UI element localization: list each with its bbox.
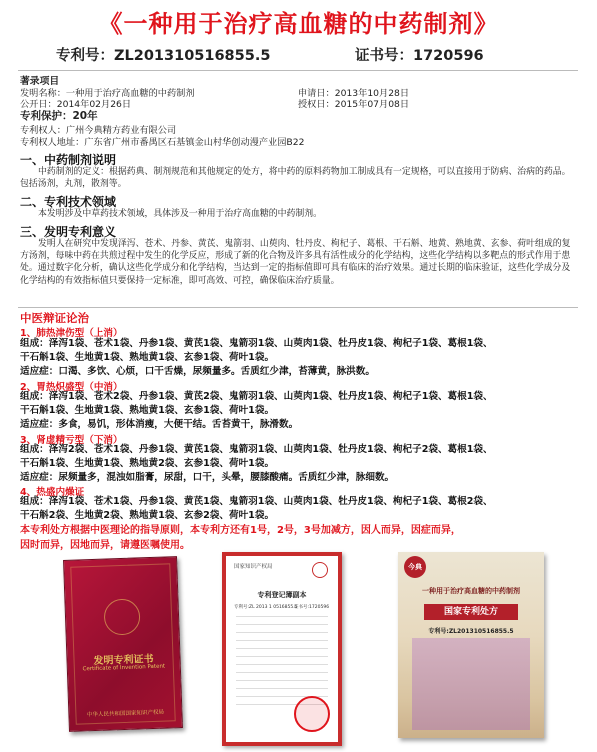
protection-term: 专利保护：20年 [20, 110, 98, 122]
certificate-border [70, 563, 175, 724]
brand-logo: 今典 [404, 556, 426, 578]
type-4-name: 4、热盛内燥证 [20, 487, 85, 498]
type-4-composition: 组成：泽泻1袋、苍术1袋、丹参1袋、黄芪1袋、鬼箭羽1袋、山萸肉1袋、牡丹皮1袋、枸杞子1袋、葛根2袋、 [20, 496, 493, 507]
section-2-heading: 二、专利技术领域 [20, 195, 117, 209]
patent-holder: 专利权人：广州今典精方药业有限公司 [20, 125, 177, 136]
bibliography-heading: 著录项目 [20, 76, 60, 87]
register-cert-no: 证书号:1720596 [294, 605, 330, 610]
product-box-image [398, 552, 544, 738]
page-title: 《一种用于治疗高血糖的中药制剂》 [98, 10, 499, 38]
type-3-composition-cont: 干石斛1袋、生地黄1袋、熟地黄2袋、玄参1袋、荷叶1袋。 [20, 458, 275, 469]
tcm-heading: 中医辩证论治 [20, 311, 89, 325]
box-patent-no: 专利号:ZL201310516855.5 [428, 628, 514, 635]
divider [18, 307, 578, 308]
certificate-footer: 中华人民共和国国家知识产权局 [86, 709, 165, 719]
register-org: 国家知识产权局 [234, 564, 273, 570]
certificate-title: 发明专利证书 [93, 653, 154, 668]
text-line [236, 656, 328, 657]
text-line [236, 616, 328, 617]
type-2-composition-cont: 干石斛1袋、生地黄1袋、熟地黄1袋、玄参1袋、荷叶1袋。 [20, 405, 275, 416]
certificate-number: 证书号：1720596 [355, 48, 484, 64]
type-2-symptom: 适应症：多食，易饥，形体消瘦，大便干结。舌苔黄干，脉滑数。 [20, 419, 299, 430]
grant-date: 授权日：2015年07月08日 [298, 99, 410, 110]
type-3-name: 3、肾虚精亏型（下消） [20, 435, 123, 446]
section-1-heading: 一、中药制剂说明 [20, 153, 117, 167]
usage-notice: 本专利处方根据中医理论的指导原则，本专利方还有1号，2号，3号加减方，因人而异，因症而异， [20, 525, 461, 536]
type-4-composition-cont: 干石斛2袋、生地黄2袋、熟地黄1袋、玄参2袋、荷叶1袋。 [20, 510, 275, 521]
register-patent-no: 专利号:ZL 2013 1 0516855.5 [234, 605, 298, 610]
register-copy-image [222, 552, 342, 746]
type-2-name: 2、胃热炽盛型（中消） [20, 382, 123, 393]
text-line [236, 632, 328, 633]
text-line [236, 680, 328, 681]
holder-address: 专利权人地址：广东省广州市番禺区石基镇金山村华创动漫产业园B22 [20, 137, 305, 148]
seal-icon [312, 562, 328, 578]
box-product-title: 一种用于治疗高血糖的中药制剂 [422, 587, 520, 595]
apply-date: 申请日：2013年10月28日 [298, 88, 410, 99]
invention-name: 发明名称：一种用于治疗高血糖的中药制剂 [20, 88, 195, 99]
section-1-text: 中药制剂的定义：根据药典、制剂规范和其他规定的处方，将中药的原料药物加工制成具有一定规格，可以直接用于防病、治病的药品。包括汤剂，丸剂，散剂等。 [20, 167, 571, 190]
text-line [236, 672, 328, 673]
publish-date: 公开日：2014年02月26日 [20, 99, 132, 110]
text-line [236, 624, 328, 625]
type-3-symptom: 适应症：尿频量多，混浊如脂膏，尿甜，口干，头晕，腰膝酸痛。舌质红少津，脉细数。 [20, 472, 395, 483]
usage-notice-cont: 因时而异，因地而异，请遵医嘱使用。 [20, 540, 190, 551]
type-2-composition: 组成：泽泻1袋、苍术2袋、丹参1袋、黄芪2袋、鬼箭羽1袋、山萸肉1袋、牡丹皮1袋、枸杞子1袋、葛根1袋、 [20, 391, 493, 402]
register-title: 专利登记簿副本 [257, 591, 307, 599]
section-3-text: 发明人在研究中发现泽泻、苍术、丹参、黄芪、鬼箭羽、山萸肉、牡丹皮、枸杞子、葛根、干石斛、地黄、熟地黄、玄参、荷叶组成的复方汤剂，每味中药在共煎过程中发生的化学反应，形成了新的化合物及许多具有活性成分的化学结构，这些化学结构以多靶点的形式作用于患处。通过数字化分析，确认这些化学成分和化学结构，当达到一定的指标值即可具有临床的治疗效果。通过长期的临床验证，这些化学成分及化学结构的有效指标值只要保持一定标准，即可高效、可控，确保临床治疗质量。 [20, 239, 571, 286]
type-1-composition-cont: 干石斛1袋、生地黄1袋、熟地黄1袋、玄参1袋、荷叶1袋。 [20, 352, 275, 363]
type-1-name: 1、肺热津伤型（上消） [20, 328, 123, 339]
box-artwork [412, 638, 530, 730]
certificate-subtitle: Certificate of Invention Patent [82, 663, 166, 673]
red-stamp-icon [294, 696, 330, 732]
section-3-heading: 三、发明专利意义 [20, 225, 117, 239]
type-1-symptom: 适应症：口渴、多饮、心烦，口干舌燥，尿频量多。舌质红少津，苔薄黄，脉洪数。 [20, 366, 375, 377]
divider [18, 70, 578, 71]
text-line [236, 688, 328, 689]
text-line [236, 648, 328, 649]
type-1-composition: 组成：泽泻1袋、苍术1袋、丹参1袋、黄芪1袋、鬼箭羽1袋、山萸肉1袋、牡丹皮1袋、枸杞子1袋、葛根1袋、 [20, 338, 493, 349]
patent-number: 专利号：ZL201310516855.5 [56, 48, 271, 64]
patent-certificate-image [63, 556, 183, 732]
section-2-text: 本发明涉及中草药技术领域，具体涉及一种用于治疗高血糖的中药制剂。 [38, 209, 322, 219]
box-banner: 国家专利处方 [424, 604, 518, 620]
text-line [236, 664, 328, 665]
type-3-composition: 组成：泽泻2袋、苍术1袋、丹参1袋、黄芪1袋、鬼箭羽1袋、山萸肉1袋、牡丹皮1袋、枸杞子2袋、葛根1袋、 [20, 444, 493, 455]
text-line [236, 640, 328, 641]
